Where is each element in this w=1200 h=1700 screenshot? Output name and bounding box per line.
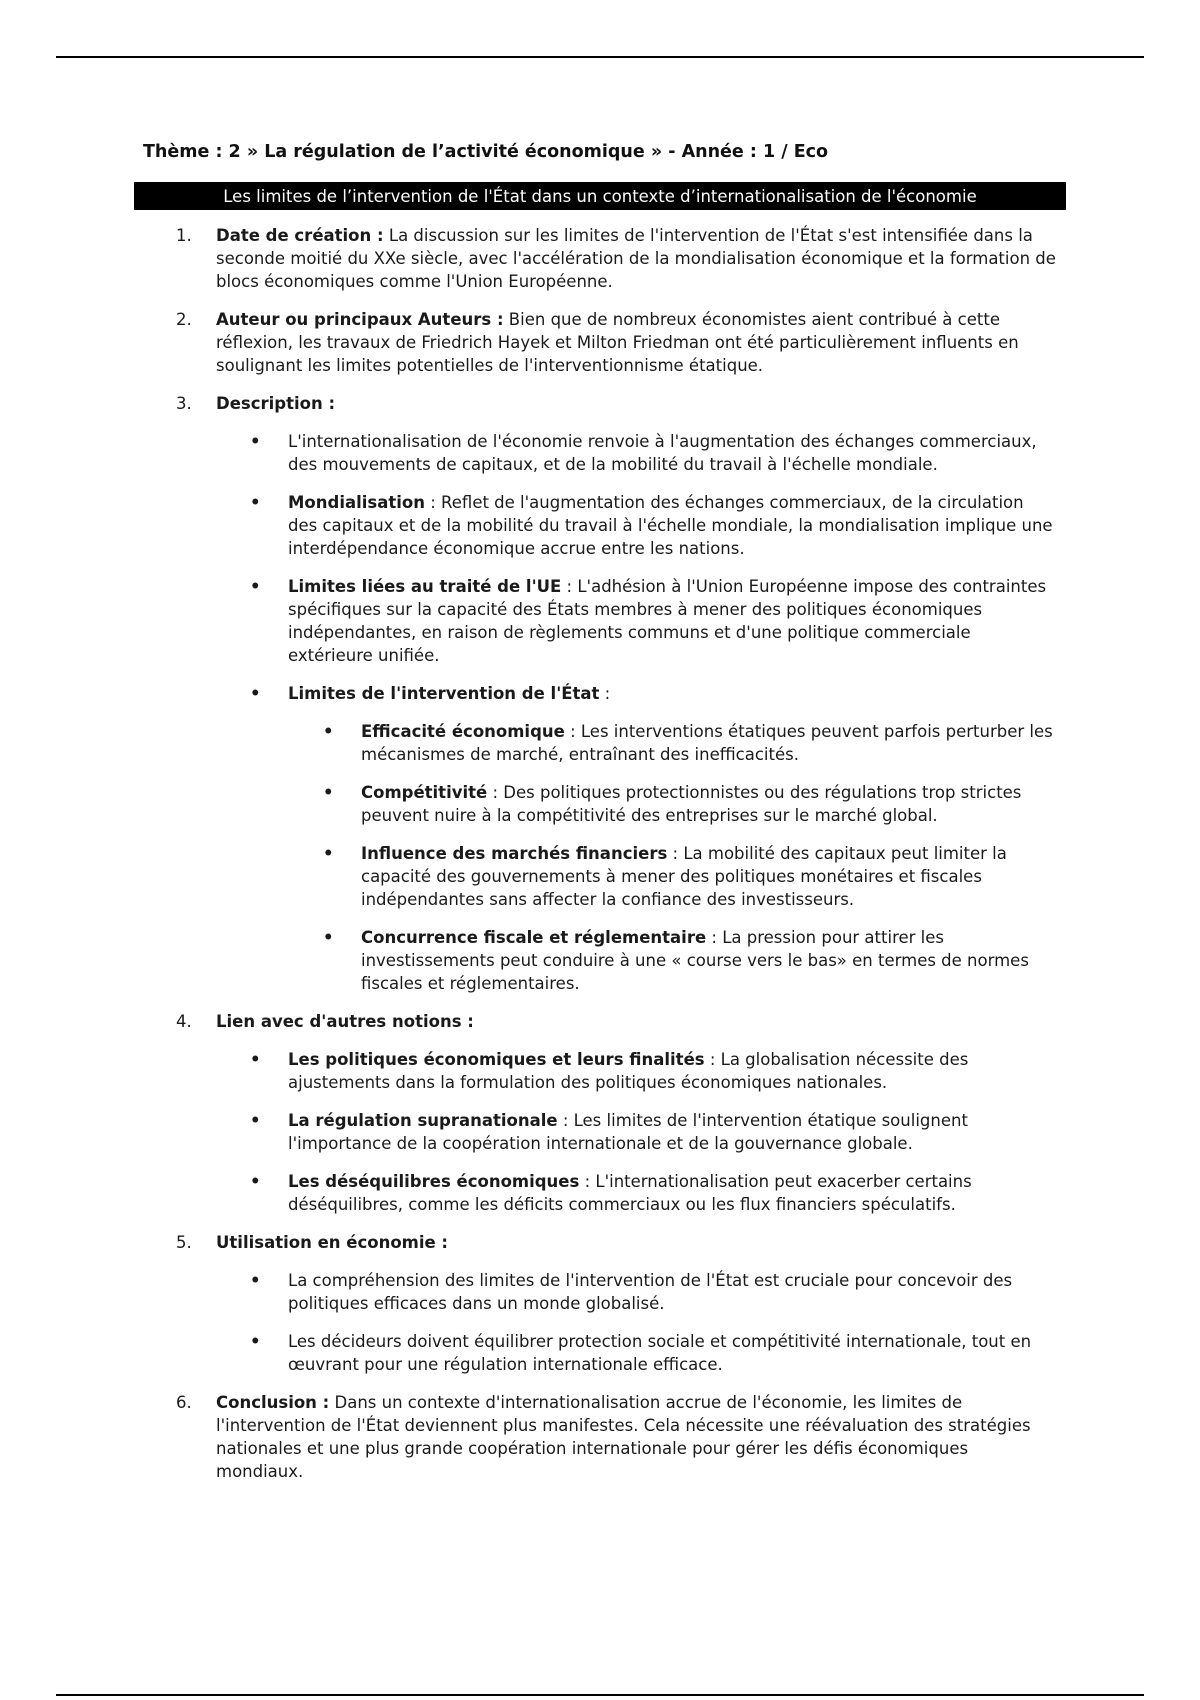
list-item (250, 1170, 1056, 1216)
item-text: La compréhension des limites de l'intervention de l'État est cruciale pour concevoir des politiques efficaces dans un monde globalisé. (288, 1271, 1013, 1313)
item-term: Limites de l'intervention de l'État (288, 684, 600, 703)
section-label: Auteur ou principaux Auteurs : (216, 310, 504, 329)
section-number: 2. (176, 310, 192, 329)
list-item (250, 1330, 1056, 1376)
item-text: : L'internationalisation peut exacerber certains déséquilibres, comme les déficits commerciaux ou les flux financiers spéculatifs. (288, 1172, 972, 1214)
section-utilisation (176, 1231, 1056, 1376)
description-list (216, 430, 1056, 995)
item-text: : Des politiques protectionnistes ou des régulations trop strictes peuvent nuire à la compétitivité des entreprises sur le marché global. (361, 783, 1022, 825)
bullet-icon: • (323, 783, 334, 802)
section-banner: Les limites de l’intervention de l'État dans un contexte d’internationalisation de l'économie (134, 182, 1066, 210)
document-body (176, 224, 1056, 1498)
item-term: Efficacité économique (361, 722, 565, 741)
theme-title: Thème : 2 » La régulation de l’activité économique » - Année : 1 / Eco (143, 142, 829, 162)
bullet-icon: • (250, 1172, 261, 1191)
item-term: Mondialisation (288, 493, 425, 512)
section-number: 1. (176, 226, 192, 245)
item-text: : La pression pour attirer les investissements peut conduire à une « course vers le bas» en termes de normes fiscales et réglementaires. (361, 928, 1029, 993)
bullet-icon: • (250, 493, 261, 512)
section-conclusion (176, 1391, 1056, 1483)
section-number: 5. (176, 1233, 192, 1252)
bottom-rule (56, 1694, 1144, 1696)
section-text: Bien que de nombreux économistes aient contribué à cette réflexion, les travaux de Friedrich Hayek et Milton Friedman ont été particulièrement influents en soulignant les limites potentielles de l'interventionnisme étatique. (216, 310, 1019, 375)
list-item (250, 430, 1056, 476)
item-text: Les décideurs doivent équilibrer protection sociale et compétitivité internationale, tout en œuvrant pour une régulation internationale efficace. (288, 1332, 1032, 1374)
sub-list (288, 720, 1056, 995)
item-text: : La mobilité des capitaux peut limiter la capacité des gouvernements à mener des politiques monétaires et fiscales indépendantes sans affecter la confiance des investisseurs. (361, 844, 1007, 909)
list-item (250, 1048, 1056, 1094)
sub-list-item (323, 720, 1056, 766)
list-item (250, 1269, 1056, 1315)
bullet-icon: • (250, 684, 261, 703)
sub-list-item (323, 781, 1056, 827)
list-item (250, 1109, 1056, 1155)
section-list (176, 224, 1056, 1483)
section-liens (176, 1010, 1056, 1216)
bullet-icon: • (323, 928, 334, 947)
section-label: Lien avec d'autres notions : (216, 1012, 474, 1031)
item-term: Les politiques économiques et leurs finalités (288, 1050, 705, 1069)
item-term: Concurrence fiscale et réglementaire (361, 928, 707, 947)
section-number: 4. (176, 1012, 192, 1031)
item-text: : Reflet de l'augmentation des échanges commerciaux, de la circulation des capitaux et de la mobilité du travail à l'échelle mondiale, la mondialisation implique une interdépendance économique accrue entre les nations. (288, 493, 1053, 558)
list-item (250, 491, 1056, 560)
item-term: Limites liées au traité de l'UE (288, 577, 562, 596)
item-text: : Les interventions étatiques peuvent parfois perturber les mécanismes de marché, entraînant des inefficacités. (361, 722, 1053, 764)
section-text: La discussion sur les limites de l'intervention de l'État s'est intensifiée dans la seconde moitié du XXe siècle, avec l'accélération de la mondialisation économique et la formation de blocs économiques comme l'Union Européenne. (216, 226, 1056, 291)
section-label: Conclusion : (216, 1393, 330, 1412)
top-rule (56, 56, 1144, 58)
bullet-icon: • (250, 1332, 261, 1351)
item-term: La régulation supranationale (288, 1111, 558, 1130)
item-term: Les déséquilibres économiques (288, 1172, 580, 1191)
bullet-icon: • (323, 722, 334, 741)
bullet-icon: • (250, 577, 261, 596)
item-text: : L'adhésion à l'Union Européenne impose des contraintes spécifiques sur la capacité des États membres à mener des politiques économiques indépendantes, en raison de règlements communs et d'une politique commerciale extérieure unifiée. (288, 577, 1047, 665)
item-text: : (599, 684, 611, 703)
item-term: Influence des marchés financiers (361, 844, 668, 863)
liens-list (216, 1048, 1056, 1216)
list-item (250, 575, 1056, 667)
sub-list-item (323, 926, 1056, 995)
bullet-icon: • (323, 844, 334, 863)
bullet-icon: • (250, 432, 261, 451)
utilisation-list (216, 1269, 1056, 1376)
section-date-creation (176, 224, 1056, 293)
bullet-icon: • (250, 1050, 261, 1069)
section-label: Date de création : (216, 226, 384, 245)
bullet-icon: • (250, 1111, 261, 1130)
section-number: 6. (176, 1393, 192, 1412)
section-label: Description : (216, 394, 336, 413)
section-label: Utilisation en économie : (216, 1233, 449, 1252)
list-item (250, 682, 1056, 995)
sub-list-item (323, 842, 1056, 911)
item-term: Compétitivité (361, 783, 488, 802)
bullet-icon: • (250, 1271, 261, 1290)
section-description (176, 392, 1056, 995)
item-text: : Les limites de l'intervention étatique soulignent l'importance de la coopération internationale et de la gouvernance globale. (288, 1111, 968, 1153)
section-auteurs (176, 308, 1056, 377)
section-number: 3. (176, 394, 192, 413)
item-text: : La globalisation nécessite des ajustements dans la formulation des politiques économiques nationales. (288, 1050, 969, 1092)
item-text: L'internationalisation de l'économie renvoie à l'augmentation des échanges commerciaux, des mouvements de capitaux, et de la mobilité du travail à l'échelle mondiale. (288, 432, 1037, 474)
section-text: Dans un contexte d'internationalisation accrue de l'économie, les limites de l'intervention de l'État deviennent plus manifestes. Cela nécessite une réévaluation des stratégies nationales et une plus grande coopération internationale pour gérer les défis économiques mondiaux. (216, 1393, 1031, 1481)
